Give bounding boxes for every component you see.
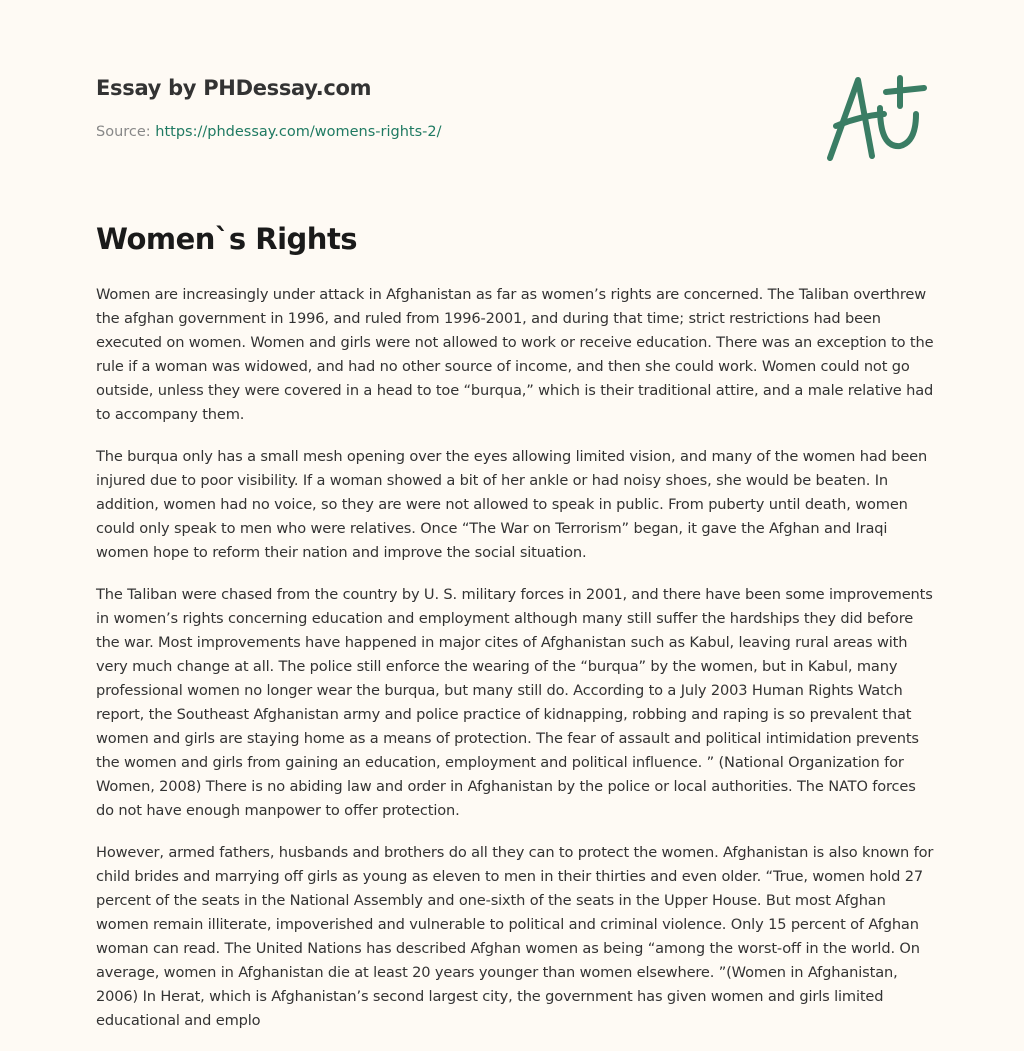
essay-paragraph: The burqua only has a small mesh opening over the eyes allowing limited vision, and many of the women had been injured due to poor visibility. If a woman showed a bit of her ankle or had noisy shoes, she would be beaten. In addition, women had no voice, so they are were not allowed to speak in public. From puberty until death, women could only speak to men who were relatives. Once “The War on Terrorism” began, it gave the Afghan and Iraqi women hope to reform their nation and improve the social situation.: [96, 448, 928, 561]
essay-paragraph: However, armed fathers, husbands and brothers do all they can to protect the women. Afghanistan is also known for child brides and marrying off girls as young as eleven to men in their thirties and even older. “True, women hold 27 percent of the seats in the National Assembly and one-sixth of the seats in the Upper House. But most Afghan women remain illiterate, impoverished and vulnerable to political and criminal violence. Only 15 percent of Afghan woman can read. The United Nations has described Afghan women as being “among the worst-off in the world. On average, women in Afghanistan die at least 20 years younger than women elsewhere. ”(Women in Afghanistan, 2006) In Herat, which is Afghanistan’s second largest city, the government has given women and girls limited educational and emplo: [96, 844, 934, 1029]
essay-body: [96, 283, 934, 1051]
essay-paragraph: The Taliban were chased from the country by U. S. military forces in 2001, and there have been some improvements in women’s rights concerning education and employment although many still suffer the hardships they did before the war. Most improvements have happened in major cites of Afghanistan such as Kabul, leaving rural areas with very much change at all. The police still enforce the wearing of the “burqua” by the women, but in Kabul, many professional women no longer wear the burqua, but many still do. According to a July 2003 Human Rights Watch report, the Southeast Afghanistan army and police practice of kidnapping, robbing and raping is so prevalent that women and girls are staying home as a means of protection. The fear of assault and political intimidation prevents the women and girls from gaining an education, employment and political influence. ” (National Organization for Women, 2008) There is no abiding law and order in Afghanistan by the police or local authorities. The NATO forces do not have enough manpower to offer protection.: [96, 586, 933, 819]
source-label: Source:: [96, 124, 151, 140]
source-link[interactable]: https://phdessay.com/womens-rights-2/: [155, 124, 442, 140]
essay-title: Women`s Rights: [96, 222, 358, 256]
a-plus-logo-icon: [820, 68, 930, 168]
essay-paragraph: Women are increasingly under attack in Afghanistan as far as women’s rights are concerned. The Taliban overthrew the afghan government in 1996, and ruled from 1996-2001, and during that time; strict restrictions had been executed on women. Women and girls were not allowed to work or receive education. There was an exception to the rule if a woman was widowed, and had no other source of income, and then she could work. Women could not go outside, unless they were covered in a head to toe “burqua,” which is their traditional attire, and a male relative had to accompany them.: [96, 286, 934, 423]
site-brand: Essay by PHDessay.com: [96, 76, 372, 100]
source-line: [96, 124, 441, 140]
